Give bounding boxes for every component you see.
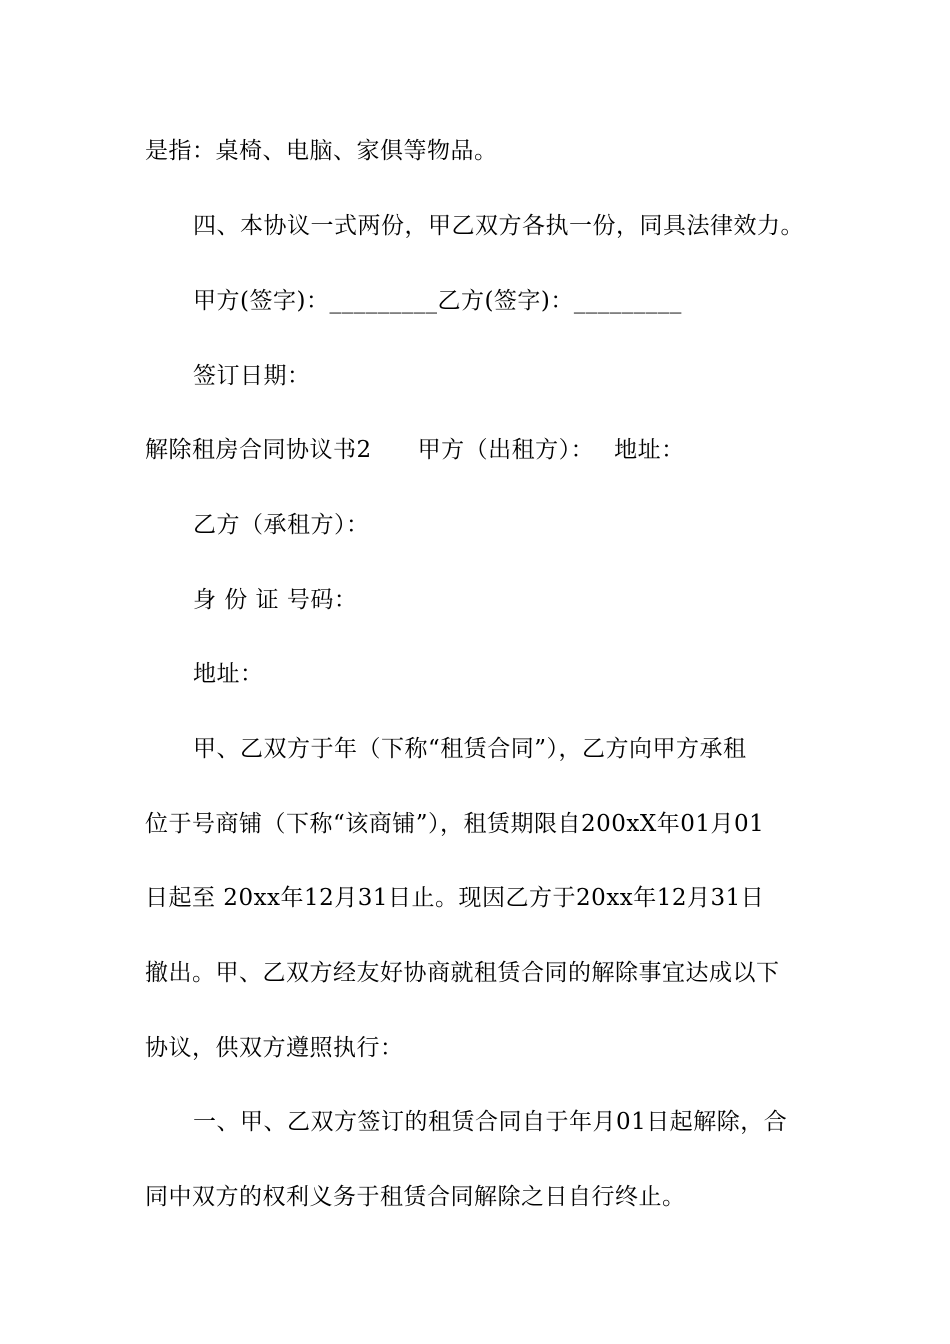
paragraph-line: 位于号商铺（下称“该商铺”），租赁期限自200xX年01月01: [145, 811, 765, 837]
heading-line: [145, 435, 685, 465]
paragraph-line: 是指：桌椅、电脑、家俱等物品。: [145, 138, 498, 164]
signing-date-label: 签订日期：: [193, 363, 311, 389]
paragraph-line: 一、甲、乙双方签订的租赁合同自于年月01日起解除，合: [193, 1109, 788, 1135]
paragraph-line: 四、本协议一式两份，甲乙双方各执一份，同具法律效力。: [193, 213, 804, 239]
paragraph-line: 撤出。甲、乙双方经友好协商就租赁合同的解除事宜达成以下: [145, 960, 780, 986]
paragraph-line: 甲、乙双方于年（下称“租赁合同”），乙方向甲方承租: [193, 736, 747, 762]
paragraph-line: 协议，供双方遵照执行：: [145, 1035, 404, 1061]
document-title: 解除租房合同协议书2: [145, 437, 372, 463]
party-a-address-label: 地址：: [614, 437, 685, 463]
paragraph-line: 同中双方的权利义务于租赁合同解除之日自行终止。: [145, 1184, 686, 1210]
paragraph-line: 日起至 20xx年12月31日止。现因乙方于20xx年12月31日: [145, 885, 765, 911]
signature-line: 甲方(签字)：_________乙方(签字)：_________: [193, 288, 682, 314]
party-b-address-label: 地址：: [193, 661, 264, 687]
party-b-label: 乙方（承租方）：: [193, 512, 370, 538]
id-number-label: 身 份 证 号码：: [193, 587, 358, 613]
party-a-label: 甲方（出租方）：: [417, 437, 595, 463]
